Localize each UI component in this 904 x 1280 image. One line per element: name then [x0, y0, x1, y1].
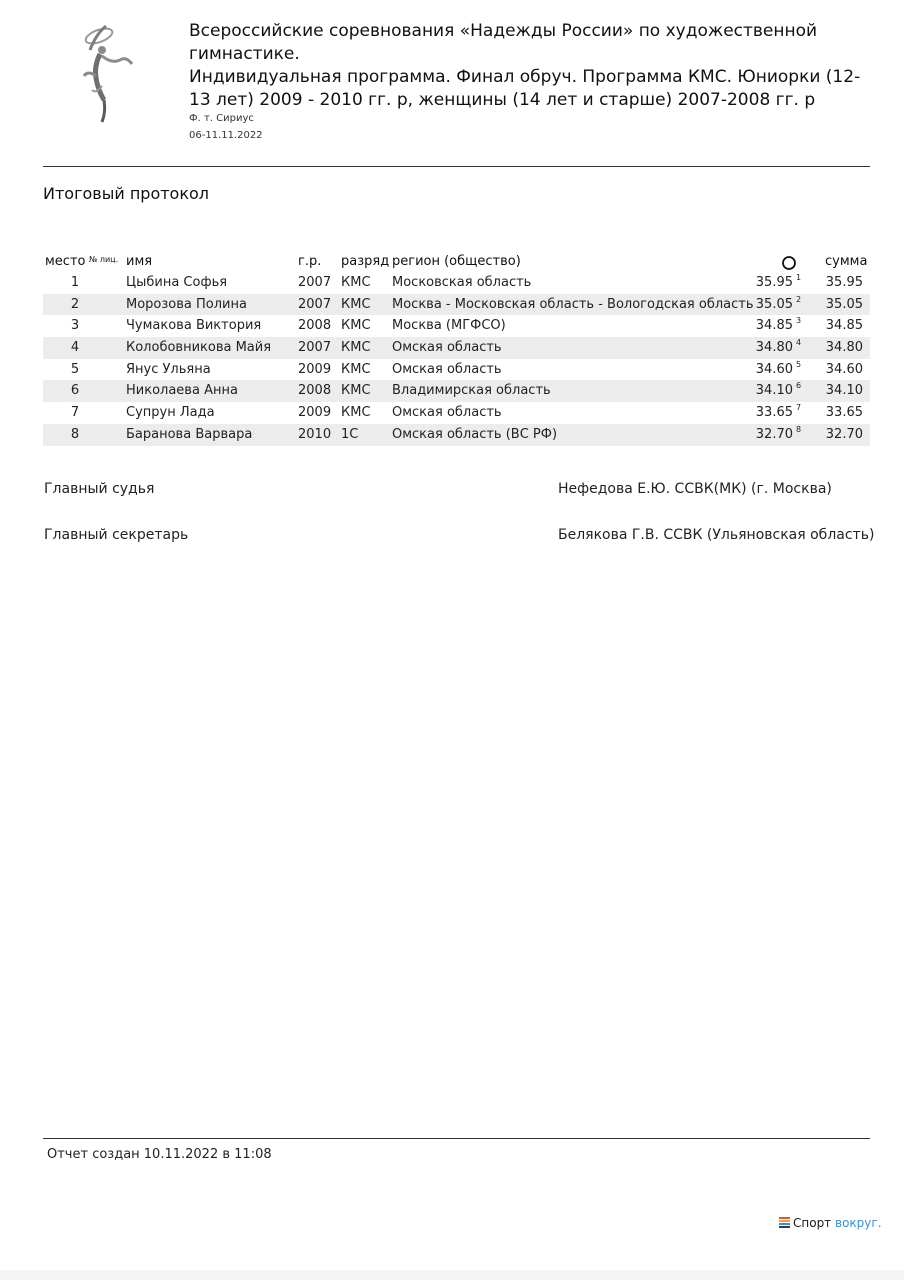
cell-name: Супрун Лада: [126, 405, 215, 421]
table-row: [43, 294, 870, 316]
cell-rank: КМС: [341, 405, 371, 421]
cell-year: 2007: [298, 296, 332, 312]
cell-rank: КМС: [341, 383, 371, 399]
cell-name: Морозова Полина: [126, 296, 247, 312]
cell-year: 2009: [298, 361, 332, 377]
cell-apparatus-place: 1: [796, 273, 802, 282]
cell-rank: КМС: [341, 340, 371, 356]
cell-name: Чумакова Виктория: [126, 318, 262, 334]
cell-region: Москва - Московская область - Вологодская область: [392, 296, 754, 312]
header-region: регион (общество): [392, 254, 521, 269]
cell-score: 33.65: [755, 405, 793, 421]
cell-total: 33.65: [825, 405, 863, 421]
cell-total: 34.10: [825, 383, 863, 399]
table-row: [43, 272, 870, 294]
brand-text-vokrug: вокруг.: [835, 1216, 882, 1230]
cell-name: Баранова Варвара: [126, 426, 253, 442]
cell-name: Колобовникова Майя: [126, 340, 272, 356]
table-row: [43, 424, 870, 446]
header-bib: № лиц.: [89, 255, 119, 264]
cell-region: Омская область: [392, 405, 502, 421]
bottom-strip: [0, 1270, 904, 1280]
gymnast-statuette-icon: [66, 20, 150, 126]
protocol-title: Итоговый протокол: [43, 184, 210, 203]
results-table: [43, 252, 870, 446]
cell-place: 8: [70, 426, 80, 442]
event-title: Всероссийские соревнования «Надежды России» по художественной гимнастике.: [189, 21, 818, 64]
cell-total: 32.70: [825, 426, 863, 442]
event-venue: Ф. т. Сириус: [189, 113, 254, 124]
cell-score: 35.05: [755, 296, 793, 312]
cell-region: Омская область: [392, 361, 502, 377]
header-place: место: [45, 254, 86, 269]
cell-total: 35.95: [825, 275, 863, 290]
cell-year: 2008: [298, 383, 332, 399]
cell-place: 7: [70, 405, 80, 421]
cell-place: 4: [70, 340, 80, 356]
cell-name: Янус Ульяна: [126, 361, 211, 377]
chief-judge-label: Главный судья: [44, 481, 155, 497]
sportvokrug-brand[interactable]: [779, 1216, 882, 1230]
report-created: Отчет создан 10.11.2022 в 11:08: [47, 1147, 272, 1162]
cell-total: 34.85: [825, 318, 863, 334]
cell-score: 34.85: [755, 318, 793, 334]
header-year: г.р.: [298, 254, 322, 269]
event-subtitle: Индивидуальная программа. Финал обруч. Программа КМС. Юниорки (12-13 лет) 2009 - 2010 гг. р, женщины (14 лет и старше) 2007-2008 гг. р: [189, 67, 861, 110]
cell-score: 32.70: [755, 426, 793, 442]
cell-total: 35.05: [825, 296, 863, 312]
cell-region: Омская область: [392, 340, 502, 356]
chief-secretary-label: Главный секретарь: [44, 527, 189, 543]
table-header: [43, 252, 870, 272]
header-name: имя: [126, 254, 153, 269]
cell-score: 34.10: [755, 383, 793, 399]
cell-score: 34.60: [755, 361, 793, 377]
cell-rank: КМС: [341, 318, 371, 334]
header-rank: разряд: [341, 254, 390, 269]
cell-year: 2007: [298, 275, 332, 290]
cell-rank: КМС: [341, 296, 371, 312]
cell-region: Москва (МГФСО): [392, 318, 506, 334]
cell-total: 34.60: [825, 361, 863, 377]
cell-apparatus-place: 3: [796, 316, 802, 326]
table-row: [43, 402, 870, 424]
cell-apparatus-place: 5: [796, 359, 802, 369]
cell-rank: КМС: [341, 361, 371, 377]
sportvokrug-logo-icon: [779, 1217, 790, 1228]
cell-place: 5: [70, 361, 80, 377]
chief-secretary-name: Белякова Г.В. ССВК (Ульяновская область): [558, 527, 875, 543]
cell-apparatus-place: 4: [796, 338, 802, 348]
cell-place: 6: [70, 383, 80, 399]
cell-place: 3: [70, 318, 80, 334]
cell-apparatus-place: 8: [796, 424, 802, 434]
brand-text-sport: Спорт: [793, 1216, 832, 1230]
cell-apparatus-place: 7: [796, 403, 802, 413]
cell-total: 34.80: [825, 340, 863, 356]
cell-name: Цыбина Софья: [126, 275, 228, 290]
cell-region: Владимирская область: [392, 383, 551, 399]
cell-year: 2009: [298, 405, 332, 421]
cell-apparatus-place: 2: [796, 294, 802, 304]
hoop-icon: [781, 255, 797, 271]
cell-name: Николаева Анна: [126, 383, 238, 399]
event-header: [189, 20, 869, 142]
header-divider: [43, 166, 870, 167]
cell-year: 2008: [298, 318, 332, 334]
cell-rank: 1С: [341, 426, 359, 442]
table-body: [43, 272, 870, 446]
cell-year: 2010: [298, 426, 332, 442]
cell-score: 35.95: [755, 275, 793, 290]
chief-judge-name: Нефедова Е.Ю. ССВК(МК) (г. Москва): [558, 481, 832, 497]
table-row: [43, 359, 870, 381]
cell-region: Московская область: [392, 275, 532, 290]
cell-apparatus-place: 6: [796, 381, 802, 391]
table-row: [43, 315, 870, 337]
footer-divider: [43, 1138, 870, 1139]
cell-year: 2007: [298, 340, 332, 356]
cell-score: 34.80: [755, 340, 793, 356]
cell-place: 2: [70, 296, 80, 312]
event-dates: 06-11.11.2022: [189, 130, 263, 141]
cell-place: 1: [70, 275, 80, 290]
cell-region: Омская область (ВС РФ): [392, 426, 558, 442]
table-row: [43, 380, 870, 402]
cell-rank: КМС: [341, 275, 371, 290]
header-total: сумма: [825, 254, 868, 269]
table-row: [43, 337, 870, 359]
